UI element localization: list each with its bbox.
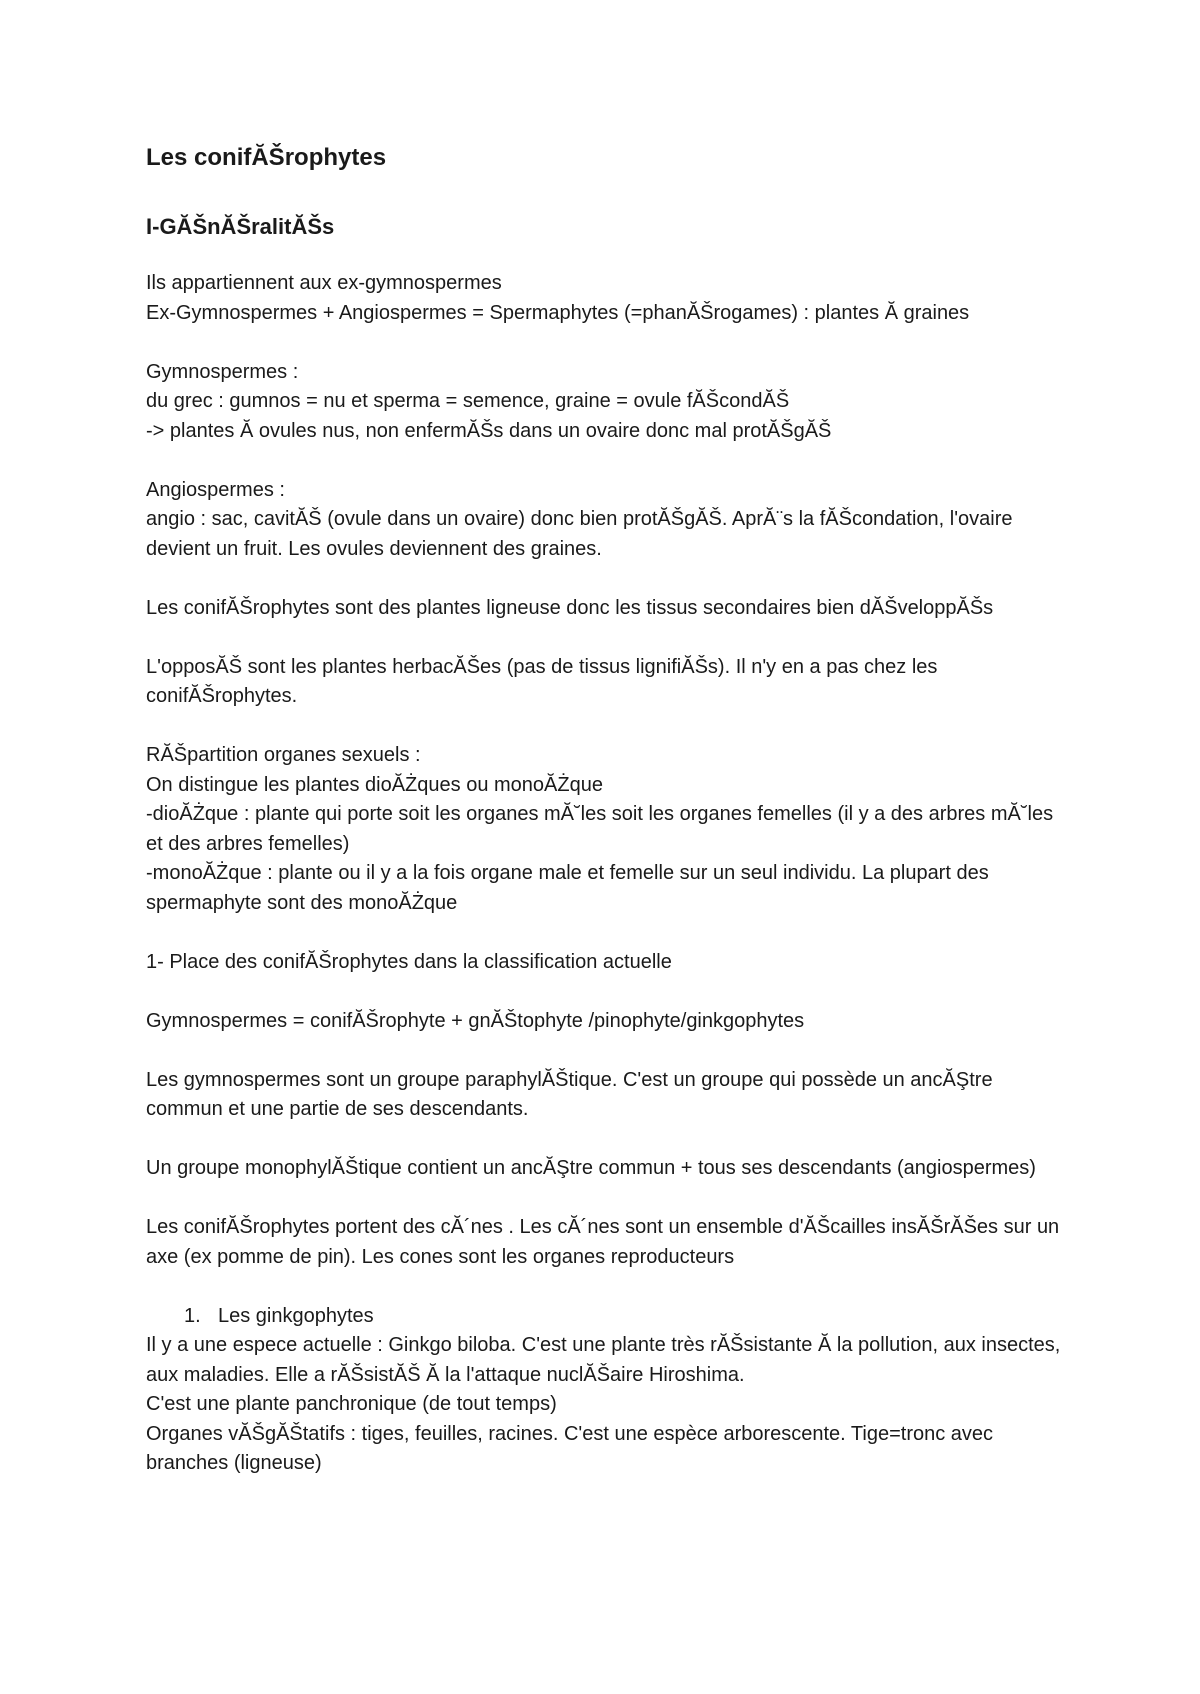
list-number: 1.	[184, 1304, 201, 1327]
paragraph-ginkgo	[146, 1331, 1066, 1479]
list-item	[146, 1302, 1066, 1332]
paragraph-organes-sexuels	[146, 741, 1066, 918]
paragraph-cones: Les conifĂŠrophytes portent des cĂ´nes . Les cĂ´nes sont un ensemble d'ĂŠcailles insĂŠrĂŠes sur un axe (ex pomme de pin). Les cones sont les organes reproducteurs	[146, 1216, 1060, 1268]
text-line: Organes vĂŠgĂŠtatifs : tiges, feuilles, racines. C'est une espèce arborescente. Tige=tronc avec branches (ligneuse)	[146, 1422, 994, 1474]
document-body	[146, 140, 1066, 1508]
paragraph-angiospermes	[146, 476, 1066, 565]
list-item-label: Les ginkgophytes	[218, 1304, 374, 1327]
paragraph-gymnospermes	[146, 358, 1066, 447]
paragraph-ligneuse: Les conifĂŠrophytes sont des plantes ligneuse donc les tissus secondaires bien dĂŠveloppĂŠs	[146, 596, 994, 619]
paragraph-paraphyletique: Les gymnospermes sont un groupe paraphylĂŠtique. C'est un groupe qui possède un ancĂŞtre commun et une partie de ses descendants.	[146, 1068, 993, 1120]
paragraph-ex-gymnospermes	[146, 269, 1066, 328]
text-line: Ex-Gymnospermes + Angiospermes = Spermaphytes (=phanĂŠrogames) : plantes Ă graines	[146, 301, 970, 324]
paragraph-herbacees: L'opposĂŠ sont les plantes herbacĂŠes (pas de tissus lignifiĂŠs). Il n'y en a pas chez les conifĂŠrophytes.	[146, 655, 938, 707]
numbered-list	[146, 1302, 1066, 1332]
text-line: RĂŠpartition organes sexuels :	[146, 744, 421, 766]
text-line: -dioĂŻque : plante qui porte soit les organes mĂ˘les soit les organes femelles (il y a des arbres mĂ˘les et des arbres femelles)	[146, 803, 1054, 855]
text-line: -> plantes Ă ovules nus, non enfermĂŠs dans un ovaire donc mal protĂŠgĂŠ	[146, 419, 832, 442]
text-line: du grec : gumnos = nu et sperma = semence, graine = ovule fĂŠcondĂŠ	[146, 390, 790, 412]
text-line: On distingue les plantes dioĂŻques ou monoĂŻque	[146, 773, 603, 796]
subheading-classification: 1- Place des conifĂŠrophytes dans la classification actuelle	[146, 950, 672, 973]
text-line: angio : sac, cavitĂŠ (ovule dans un ovaire) donc bien protĂŠgĂŠ. AprĂ¨s la fĂŠcondation, l'ovaire devient un fruit. Les ovules deviennent des graines.	[146, 508, 1013, 560]
section-heading-generalites: I-GĂŠnĂŠralitĂŠs	[146, 214, 335, 239]
text-line: -monoĂŻque : plante ou il y a la fois organe male et femelle sur un seul individu. La plupart des spermaphyte sont des monoĂŻque	[146, 862, 989, 914]
text-line: C'est une plante panchronique (de tout temps)	[146, 1393, 557, 1415]
document-title: Les conifĂŠrophytes	[146, 144, 387, 171]
paragraph-monophyletique: Un groupe monophylĂŠtique contient un ancĂŞtre commun + tous ses descendants (angiospermes)	[146, 1157, 1036, 1179]
text-line: Il y a une espece actuelle : Ginkgo biloba. C'est une plante très rĂŠsistante Ă la pollution, aux insectes, aux maladies. Elle a rĂŠsistĂŠ Ă la l'attaque nuclĂŠaire Hiroshima.	[146, 1334, 1061, 1386]
text-line: Gymnospermes :	[146, 360, 299, 383]
text-line: Ils appartiennent aux ex-gymnospermes	[146, 272, 502, 294]
text-line: Angiospermes :	[146, 478, 285, 501]
paragraph-gymnospermes-equation: Gymnospermes = conifĂŠrophyte + gnĂŠtophyte /pinophyte/ginkgophytes	[146, 1009, 805, 1032]
